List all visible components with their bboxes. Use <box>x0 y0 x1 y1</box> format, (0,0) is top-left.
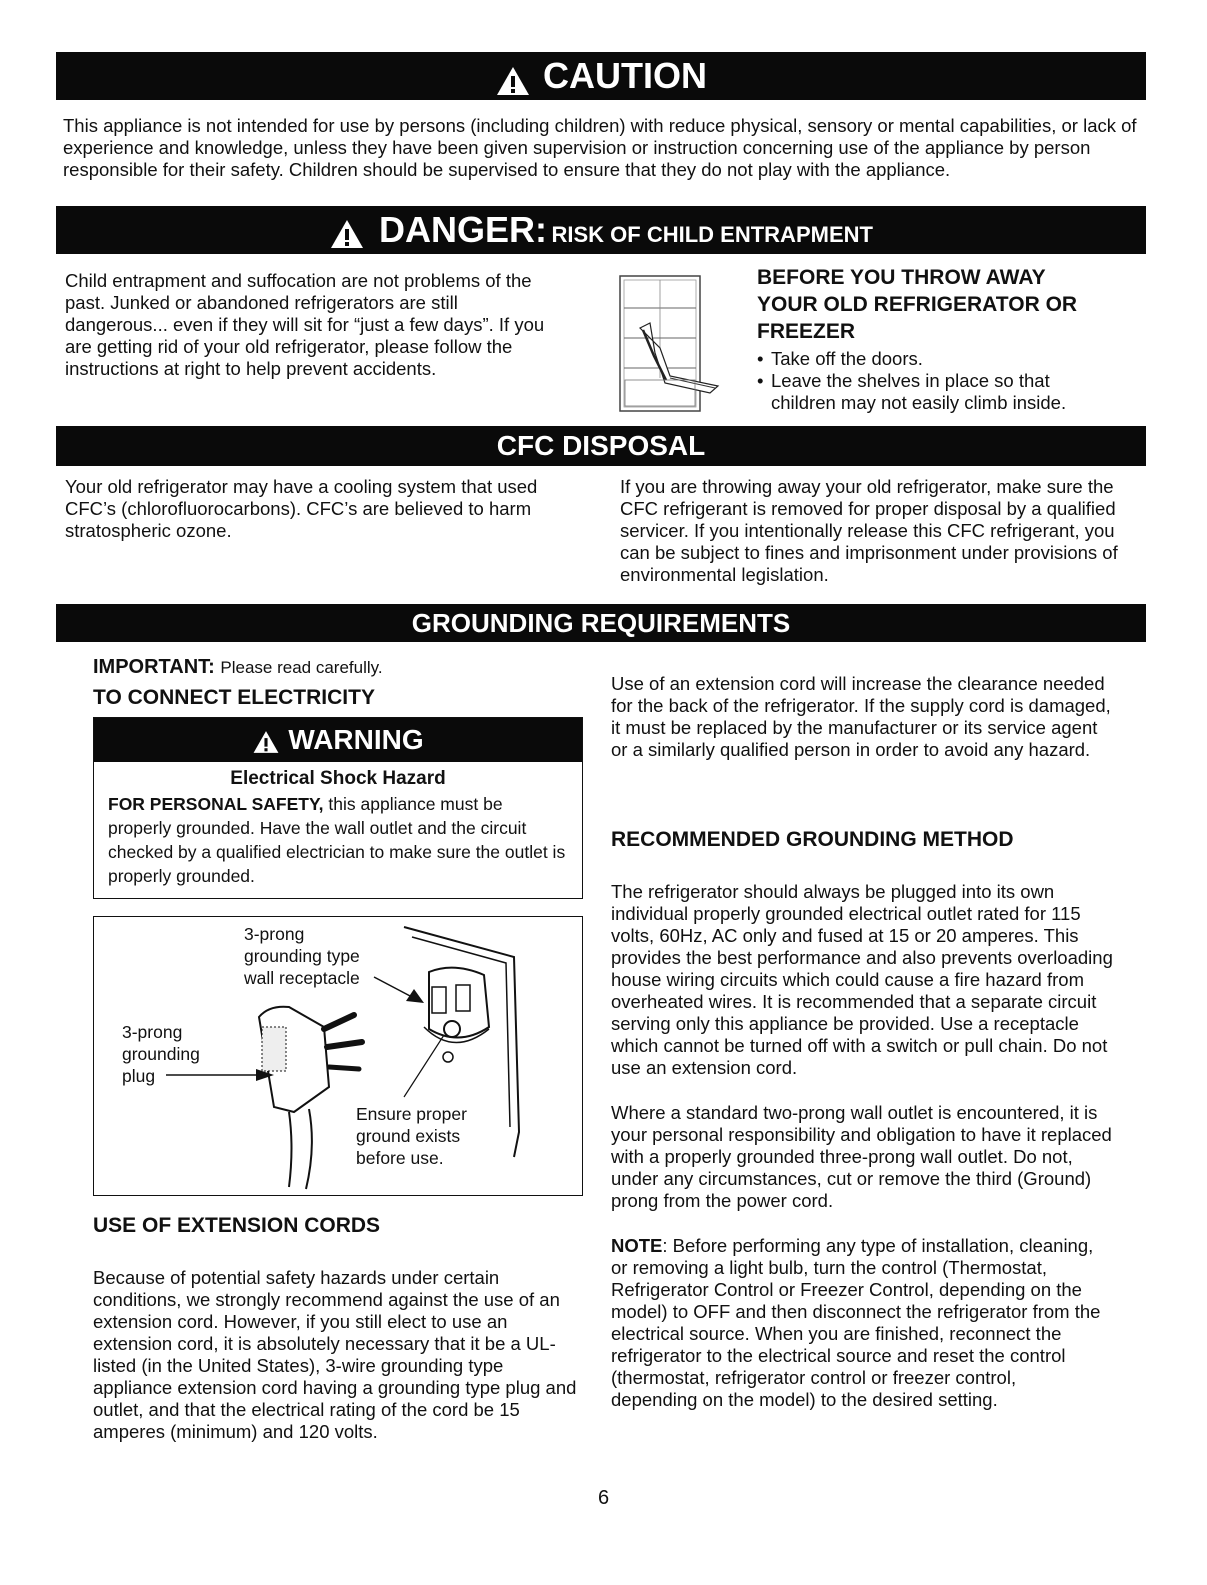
grounding-header <box>56 604 1146 642</box>
cfc-title: CFC DISPOSAL <box>496 430 706 461</box>
warning-box <box>93 717 583 899</box>
danger-header <box>56 206 1146 254</box>
before-throw-list <box>757 348 1097 414</box>
list-item: • Leave the shelves in place so that children may not easily climb inside. <box>757 370 1097 414</box>
extension-text: Because of potential safety hazards under certain conditions, we strongly recommend against the use of an extension cord. However, if you still elect to use an extension cord, it is absolutely necessary that it be a UL-listed (in the United States), 3-wire grounding type appliance extension cord having a grounding type plug and outlet, and that the electrical rating of the cord be 15 amperes (minimum) and 120 volts. <box>93 1267 577 1442</box>
caution-title: CAUTION <box>543 55 707 96</box>
important-label: IMPORTANT: <box>93 656 215 678</box>
danger-text: Child entrapment and suffocation are not problems of the past. Junked or abandoned refrigerators are still dangerous... even if they will sit for “just a few days”. If you are getting rid of your old refrigerator, please follow the instructions at right to help prevent accidents. <box>65 270 545 379</box>
warning-triangle-icon <box>252 729 280 755</box>
two-prong-text: Where a standard two-prong wall outlet is encountered, it is your personal responsibility and obligation to have it replaced with a properly grounded three-prong wall outlet. Do not, under any circumstances, cut or remove the third (Ground) prong from the power cord. <box>611 1102 1112 1211</box>
warning-header <box>94 718 582 762</box>
shock-heading: Electrical Shock Hazard <box>230 768 446 789</box>
list-item: • Take off the doors. <box>757 348 1097 370</box>
cfc-left-text: Your old refrigerator may have a cooling system that used CFC’s (chlorofluorocarbons). CFC’s are believed to harm stratospheric ozone. <box>65 476 538 541</box>
method-text: The refrigerator should always be plugged into its own individual properly grounded electrical outlet rated for 115 volts, 60Hz, AC only and fused at 15 or 20 amperes. This provides the best performance and also prevents overloading house wiring circuits which could cause a fire hazard from overheated wires. It is recommended that a separate circuit serving only this appliance be provided. Use a receptacle which cannot be turned off with a switch or pull chain. Do not use an extension cord. <box>611 881 1113 1078</box>
ensure-label: Ensure proper ground exists before use. <box>356 1104 467 1168</box>
refrigerator-illustration <box>610 268 730 418</box>
page-number: 6 <box>597 1487 610 1509</box>
warning-title: WARNING <box>288 724 424 755</box>
extension-right-text: Use of an extension cord will increase the clearance needed for the back of the refrigerator. If the supply cord is damaged, it must be replaced by the manufacturer or its service agent or a similarly qualified person in order to avoid any hazard. <box>611 673 1111 760</box>
warning-triangle-icon <box>495 65 531 97</box>
plug-figure <box>93 916 583 1196</box>
cfc-right-text: If you are throwing away your old refrigerator, make sure the CFC refrigerant is removed for proper disposal by a qualified servicer. If you intentionally release this CFC refrigerant, you can be subject to fines and imprisonment under provisions of environmental legislation. <box>620 476 1118 585</box>
safety-body: this appliance must be properly grounded. Have the wall outlet and the circuit checked by a qualified electrician to make sure the outlet is properly grounded. <box>108 794 566 886</box>
note-text <box>611 1235 1101 1411</box>
safety-label: FOR PERSONAL SAFETY, <box>108 794 324 814</box>
warning-triangle-icon <box>329 218 365 250</box>
danger-subtitle: RISK OF CHILD ENTRAPMENT <box>551 222 873 247</box>
caution-text: This appliance is not intended for use by persons (including children) with reduce physical, sensory or mental capabilities, or lack of experience and knowledge, unless they have been given supervision or instruction concerning use of the appliance by person responsible for their safety. Children should be supervised to ensure that they do not play with the appliance. <box>63 115 1137 180</box>
extension-heading: USE OF EXTENSION CORDS <box>93 1214 381 1237</box>
before-throw-heading: BEFORE YOU THROW AWAY YOUR OLD REFRIGERATOR OR FREEZER <box>757 266 1078 343</box>
important-text: Please read carefully. <box>220 658 383 677</box>
caution-header <box>56 52 1146 100</box>
connect-heading: TO CONNECT ELECTRICITY <box>93 686 375 709</box>
note-label: NOTE <box>611 1235 663 1256</box>
danger-title: DANGER: <box>379 209 548 250</box>
plug-label: 3-prong grounding plug <box>122 1022 200 1086</box>
cfc-header <box>56 426 1146 466</box>
receptacle-label: 3-prong grounding type wall receptacle <box>244 924 360 988</box>
note-body: : Before performing any type of installation, cleaning, or removing a light bulb, turn the control (Thermostat, Refrigerator Control or Freezer Control, depending on the model) to OFF and then disconnect the refrigerator from the electrical source. When you are finished, reconnect the refrigerator to the electrical source and reset the control (thermostat, refrigerator control or freezer control, depending on the model) to the desired setting. <box>611 1235 1101 1410</box>
grounding-title: GROUNDING REQUIREMENTS <box>411 608 791 638</box>
safety-text <box>94 792 582 888</box>
important-line <box>93 656 383 679</box>
method-heading: RECOMMENDED GROUNDING METHOD <box>611 828 1014 851</box>
